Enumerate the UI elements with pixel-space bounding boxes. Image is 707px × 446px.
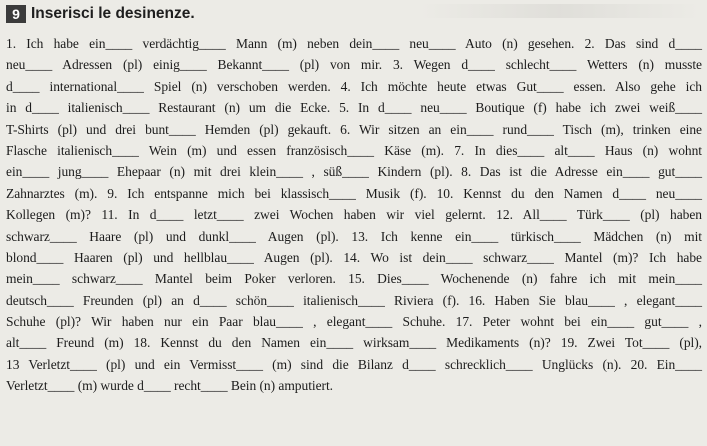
exercise-header [6, 4, 195, 24]
text-line: d____ international____ Spiel (n) verschoben werden. 4. Ich möchte heute etwas Gut____ essen. Also gehe ich [6, 78, 702, 94]
text-line: neu____ Adressen (pl) einig____ Bekannt____ (pl) von mir. 3. Wegen d____ schlecht____ Wetters (n) musste [6, 57, 702, 73]
text-line: in d____ italienisch____ Restaurant (n) um die Ecke. 5. In d____ neu____ Boutique (f) habe ich zwei weiß____ [6, 100, 702, 116]
text-line: Zahnarztes (m). 9. Ich entspanne mich bei klassisch____ Musik (f). 10. Kennst du den Namen d____ neu____ [6, 185, 702, 201]
text-line: schwarz____ Haare (pl) und dunkl____ Augen (pl). 13. Ich kenne ein____ türkisch____ Mädchen (n) mit [6, 228, 702, 244]
text-line: Verletzt____ (m) wurde d____ recht____ Bein (n) amputiert. [6, 378, 334, 394]
text-line: 1. Ich habe ein____ verdächtig____ Mann (m) neben dein____ neu____ Auto (n) gesehen. 2. Das sind d____ [6, 36, 702, 51]
text-line: ein____ jung____ Ehepaar (n) mit drei klein____ , süß____ Kindern (pl). 8. Das ist die Adresse ein____ gut____ [6, 164, 702, 180]
exercise-body [6, 33, 702, 397]
text-line: T-Shirts (pl) und drei bunt____ Hemden (pl) gekauft. 6. Wir sitzen an ein____ rund____ Tisch (m), trinken eine [6, 121, 702, 137]
text-line: alt____ Freund (m) 18. Kennst du den Namen ein____ wirksam____ Medikaments (n)? 19. Zwei Tot____ (pl), [6, 335, 702, 351]
text-line: deutsch____ Freunden (pl) an d____ schön____ italienisch____ Riviera (f). 16. Haben Sie blau____ , elegant____ [6, 292, 702, 308]
text-line: 13 Verletzt____ (pl) und ein Vermisst____ (m) sind die Bilanz d____ schrecklich____ Unglücks (n). 20. Ein____ [6, 356, 702, 372]
show-through-text [420, 4, 700, 18]
text-line: Kollegen (m)? 11. In d____ letzt____ zwei Wochen haben wir viel gelernt. 12. All____ Türk____ (pl) haben [6, 207, 702, 223]
text-line: Flasche italienisch____ Wein (m) und essen französisch____ Käse (m). 7. In dies____ alt____ Haus (n) wohnt [6, 142, 702, 158]
exercise-number: 9 [6, 5, 26, 23]
text-line: blond____ Haaren (pl) und hellblau____ Augen (pl). 14. Wo ist dein____ schwarz____ Mantel (m)? Ich habe [6, 249, 702, 265]
text-line: Schuhe (pl)? Wir haben nur ein Paar blau____ , elegant____ Schuhe. 17. Peter wohnt bei ein____ gut____ , [6, 314, 702, 330]
exercise-title: Inserisci le desinenze. [31, 5, 195, 22]
text-line: mein____ schwarz____ Mantel beim Poker verloren. 15. Dies____ Wochenende (n) fahre ich mit mein____ [6, 271, 702, 287]
